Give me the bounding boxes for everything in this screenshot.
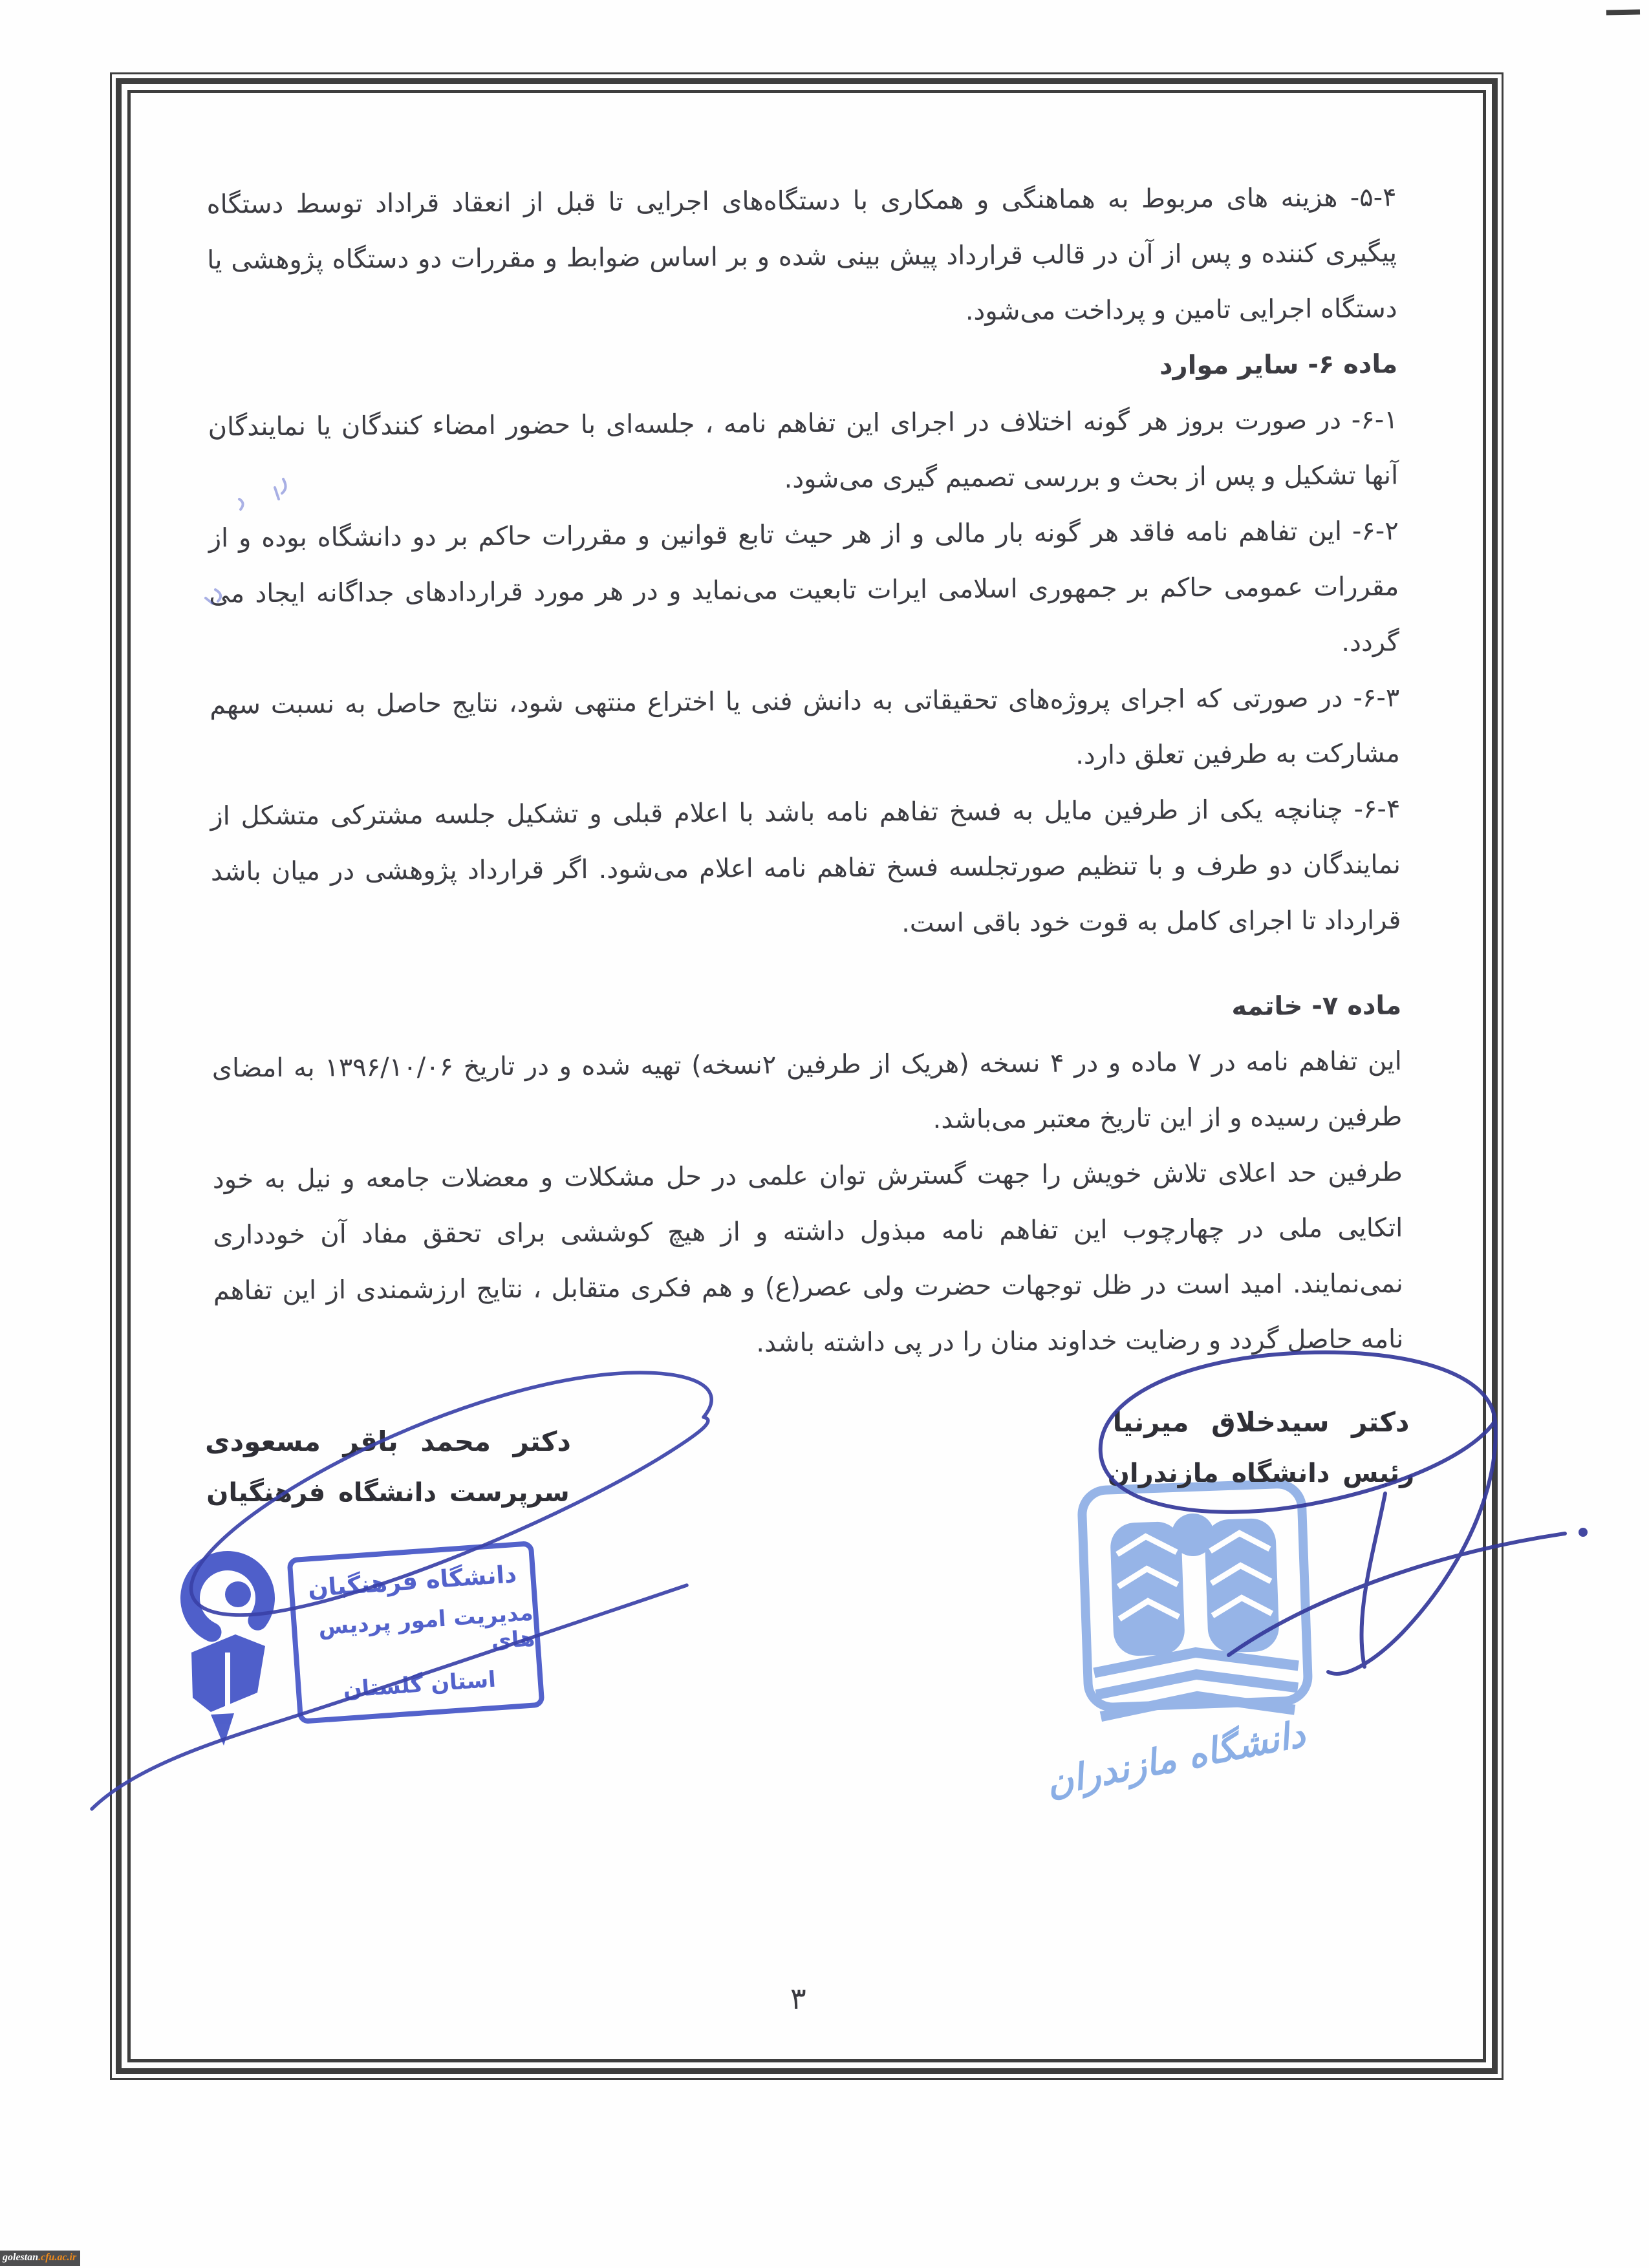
signer-title-left: سرپرست دانشگاه فرهنگیان bbox=[206, 1478, 570, 1508]
pen-signature-right bbox=[1101, 1353, 1588, 1674]
signer-title-right: رئیس دانشگاه مازندران bbox=[1107, 1459, 1415, 1488]
article-7-heading: ماده ۷- خاتمه bbox=[1231, 990, 1402, 1022]
watermark-suffix: .cfu.ac.ir bbox=[38, 2252, 77, 2263]
farhangian-stamp-line1: دانشگاه فرهنگیان bbox=[307, 1559, 518, 1603]
signer-name-left: دکتر محمد باقر مسعودی bbox=[205, 1426, 571, 1457]
page-number: ۳ bbox=[790, 1981, 806, 2016]
mazandaran-stamp-script: دانشگاه مازندران bbox=[1042, 1713, 1309, 1805]
signer-name-right: دکتر سیدخلاق میرنیا bbox=[1112, 1406, 1410, 1438]
farhangian-stamp-line3: استان گلستان bbox=[342, 1666, 497, 1704]
clause-6-4: ۶-۴- چنانچه یکی از طرفین مایل به فسخ تفاهم نامه باشد با اعلام قبلی و تشکیل جلسه مشترکی متشکل از نمایندگان دو طرف و با تنظیم صورتجلسه فسخ تفاهم نامه اعلام می‌شود. اگر قرارداد پژوهشی در میان باشد قرارداد تا اجرای کامل به قوت خود باقی است. bbox=[210, 794, 1401, 939]
stray-pen-marks bbox=[206, 479, 286, 603]
watermark-prefix: golestan bbox=[3, 2252, 39, 2263]
clause-7: این تفاهم نامه در ۷ ماده و در ۴ نسخه (هریک از طرفین ۲نسخه) تهیه شده و در تاریخ ۱۳۹۶/۱۰/۰۶ به امضای طرفین رسیده و از این تاریخ معتبر می‌باشد. bbox=[211, 1046, 1403, 1135]
farhangian-stamp-line2: مدیریت امور پردیس های bbox=[317, 1599, 536, 1654]
clause-6-3: ۶-۳- در صورتی که اجرای پروژه‌های تحقیقاتی به دانش فنی یا اختراع منتهی شود، نتایج حاصل به نسبت سهم مشارکت به طرفین تعلق دارد. bbox=[210, 683, 1400, 771]
closing-paragraph: طرفین حد اعلای تلاش خویش را جهت گسترش توان علمی در حل مشکلات و معضلات جامعه و نیل به خود اتکایی ملی در چهارچوب این تفاهم نامه مبذول داشته و از هیچ کوششی برای تحقق مفاد آن خودداری نمی‌نمایند. امید است در ظل توجهات حضرت ولی عصر(ع) و هم فکری متقابل ، نتایج ارزشمندی از این تفاهم نامه حاصل گردد و رضایت خداوند منان را در پی داشته باشد. bbox=[212, 1157, 1404, 1358]
article-6-heading: ماده ۶- سایر موارد bbox=[1159, 349, 1398, 381]
clause-6-2: ۶-۲- این تفاهم نامه فاقد هر گونه بار مالی و از هر حیث تابع قوانین و مقررات حاکم بر دو دانشگاه بوده و از مقررات عمومی حاکم بر جمهوری اسلامی ایرات تابعیت می‌نماید و در هر مورد قراردادهای جداگانه ایجاد می گردد. bbox=[208, 516, 1399, 658]
site-watermark bbox=[0, 2251, 80, 2266]
clause-6-1: ۶-۱- در صورت بروز هر گونه اختلاف در اجرای این تفاهم نامه ، جلسه‌ای با حضور امضاء کنندگان یا نمایندگان آنها تشکیل و پس از بحث و بررسی تصمیم گیری می‌شود. bbox=[208, 405, 1399, 495]
pen-signature-left bbox=[92, 1373, 711, 1809]
clause-5-4: ۵-۴- هزینه های مربوط به هماهنگی و همکاری با دستگاه‌های اجرایی تا قبل از انعقاد قراداد توسط دستگاه پیگیری کننده و پس از آن در قالب قرارداد پیش بینی شده و بر اساس ضوابط و مقررات دو دستگاه پژوهشی یا دستگاه اجرایی تامین و پرداخت می‌شود. bbox=[206, 182, 1397, 326]
